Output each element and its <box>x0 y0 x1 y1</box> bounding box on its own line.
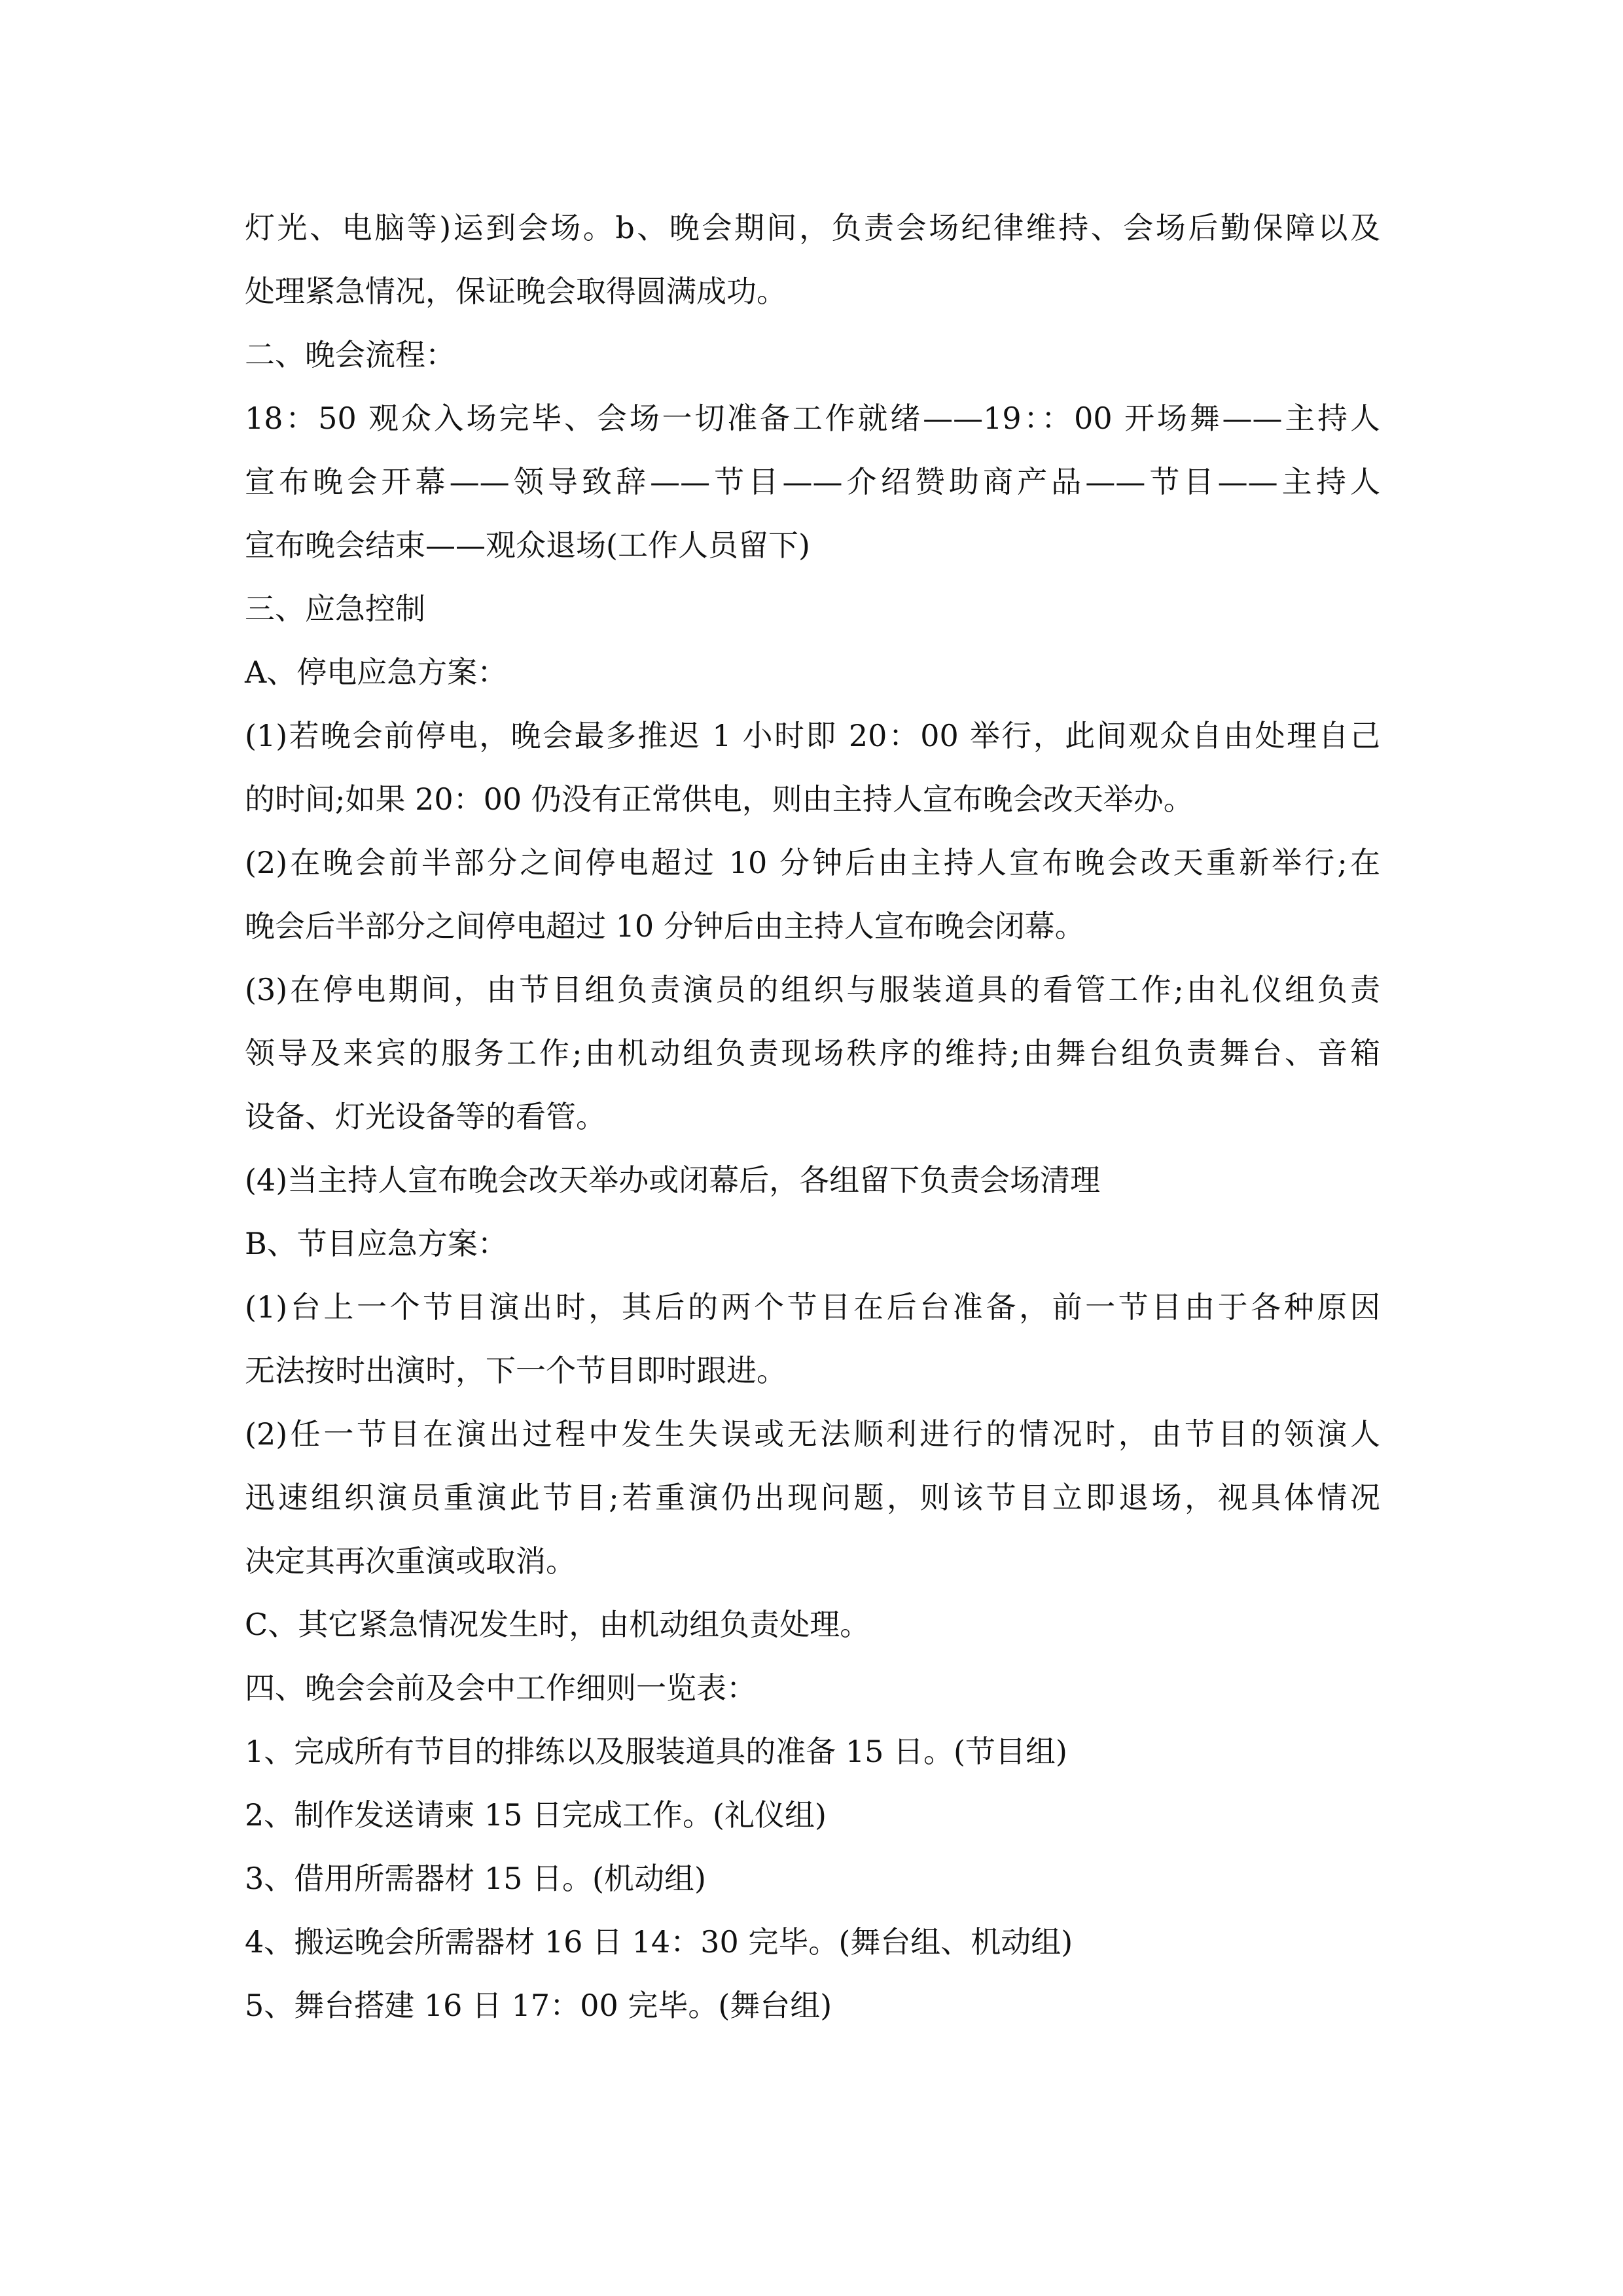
section-heading: 四、晚会会前及会中工作细则一览表： <box>245 1670 757 1706</box>
text-line: 设备、灯光设备等的看管。 <box>245 1099 606 1134</box>
text-line: 领导及来宾的服务工作;由机动组负责现场秩序的维持;由舞台组负责舞台、音箱 <box>245 1035 1380 1071</box>
text-line: 处理紧急情况，保证晚会取得圆满成功。 <box>245 274 787 309</box>
list-item: 5、舞台搭建 16 日 17：00 完毕。(舞台组) <box>245 1988 832 2023</box>
section-heading: 二、晚会流程： <box>245 337 455 372</box>
text-line: 宣布晚会结束——观众退场(工作人员留下) <box>245 528 810 563</box>
text-line: (4)当主持人宣布晚会改天举办或闭幕后，各组留下负责会场清理 <box>245 1162 1101 1198</box>
text-line: (2)在晚会前半部分之间停电超过 10 分钟后由主持人宣布晚会改天重新举行;在 <box>245 845 1380 880</box>
subsection-heading: B、节目应急方案： <box>245 1226 508 1261</box>
list-item: 4、搬运晚会所需器材 16 日 14：30 完毕。(舞台组、机动组) <box>245 1924 1073 1960</box>
text-line: 决定其再次重演或取消。 <box>245 1543 576 1579</box>
text-line: 灯光、电脑等)运到会场。b、晚会期间，负责会场纪律维持、会场后勤保障以及 <box>245 210 1380 245</box>
text-line: 晚会后半部分之间停电超过 10 分钟后由主持人宣布晚会闭幕。 <box>245 908 1085 944</box>
text-line: C、其它紧急情况发生时，由机动组负责处理。 <box>245 1607 870 1642</box>
list-item: 3、借用所需器材 15 日。(机动组) <box>245 1861 706 1896</box>
list-item: 2、制作发送请柬 15 日完成工作。(礼仪组) <box>245 1797 827 1833</box>
subsection-heading: A、停电应急方案： <box>245 655 508 690</box>
text-line: (3)在停电期间，由节目组负责演员的组织与服装道具的看管工作;由礼仪组负责 <box>245 972 1380 1007</box>
text-line: 迅速组织演员重演此节目;若重演仍出现问题，则该节目立即退场，视具体情况 <box>245 1480 1380 1515</box>
text-line: 宣布晚会开幕——领导致辞——节目——介绍赞助商产品——节目——主持人 <box>245 464 1380 499</box>
text-line: 18：50 观众入场完毕、会场一切准备工作就绪——19：：00 开场舞——主持人 <box>245 401 1380 436</box>
text-line: 无法按时出演时，下一个节目即时跟进。 <box>245 1353 787 1388</box>
document-body <box>245 196 1380 2037</box>
text-line: (1)台上一个节目演出时，其后的两个节目在后台准备，前一节目由于各种原因 <box>245 1289 1380 1325</box>
list-item: 1、完成所有节目的排练以及服装道具的准备 15 日。(节目组) <box>245 1734 1067 1769</box>
text-line: (1)若晚会前停电，晚会最多推迟 1 小时即 20：00 举行，此间观众自由处理自己 <box>245 718 1380 753</box>
text-line: (2)任一节目在演出过程中发生失误或无法顺利进行的情况时，由节目的领演人 <box>245 1416 1380 1452</box>
section-heading: 三、应急控制 <box>245 591 425 626</box>
text-line: 的时间;如果 20：00 仍没有正常供电，则由主持人宣布晚会改天举办。 <box>245 781 1194 817</box>
